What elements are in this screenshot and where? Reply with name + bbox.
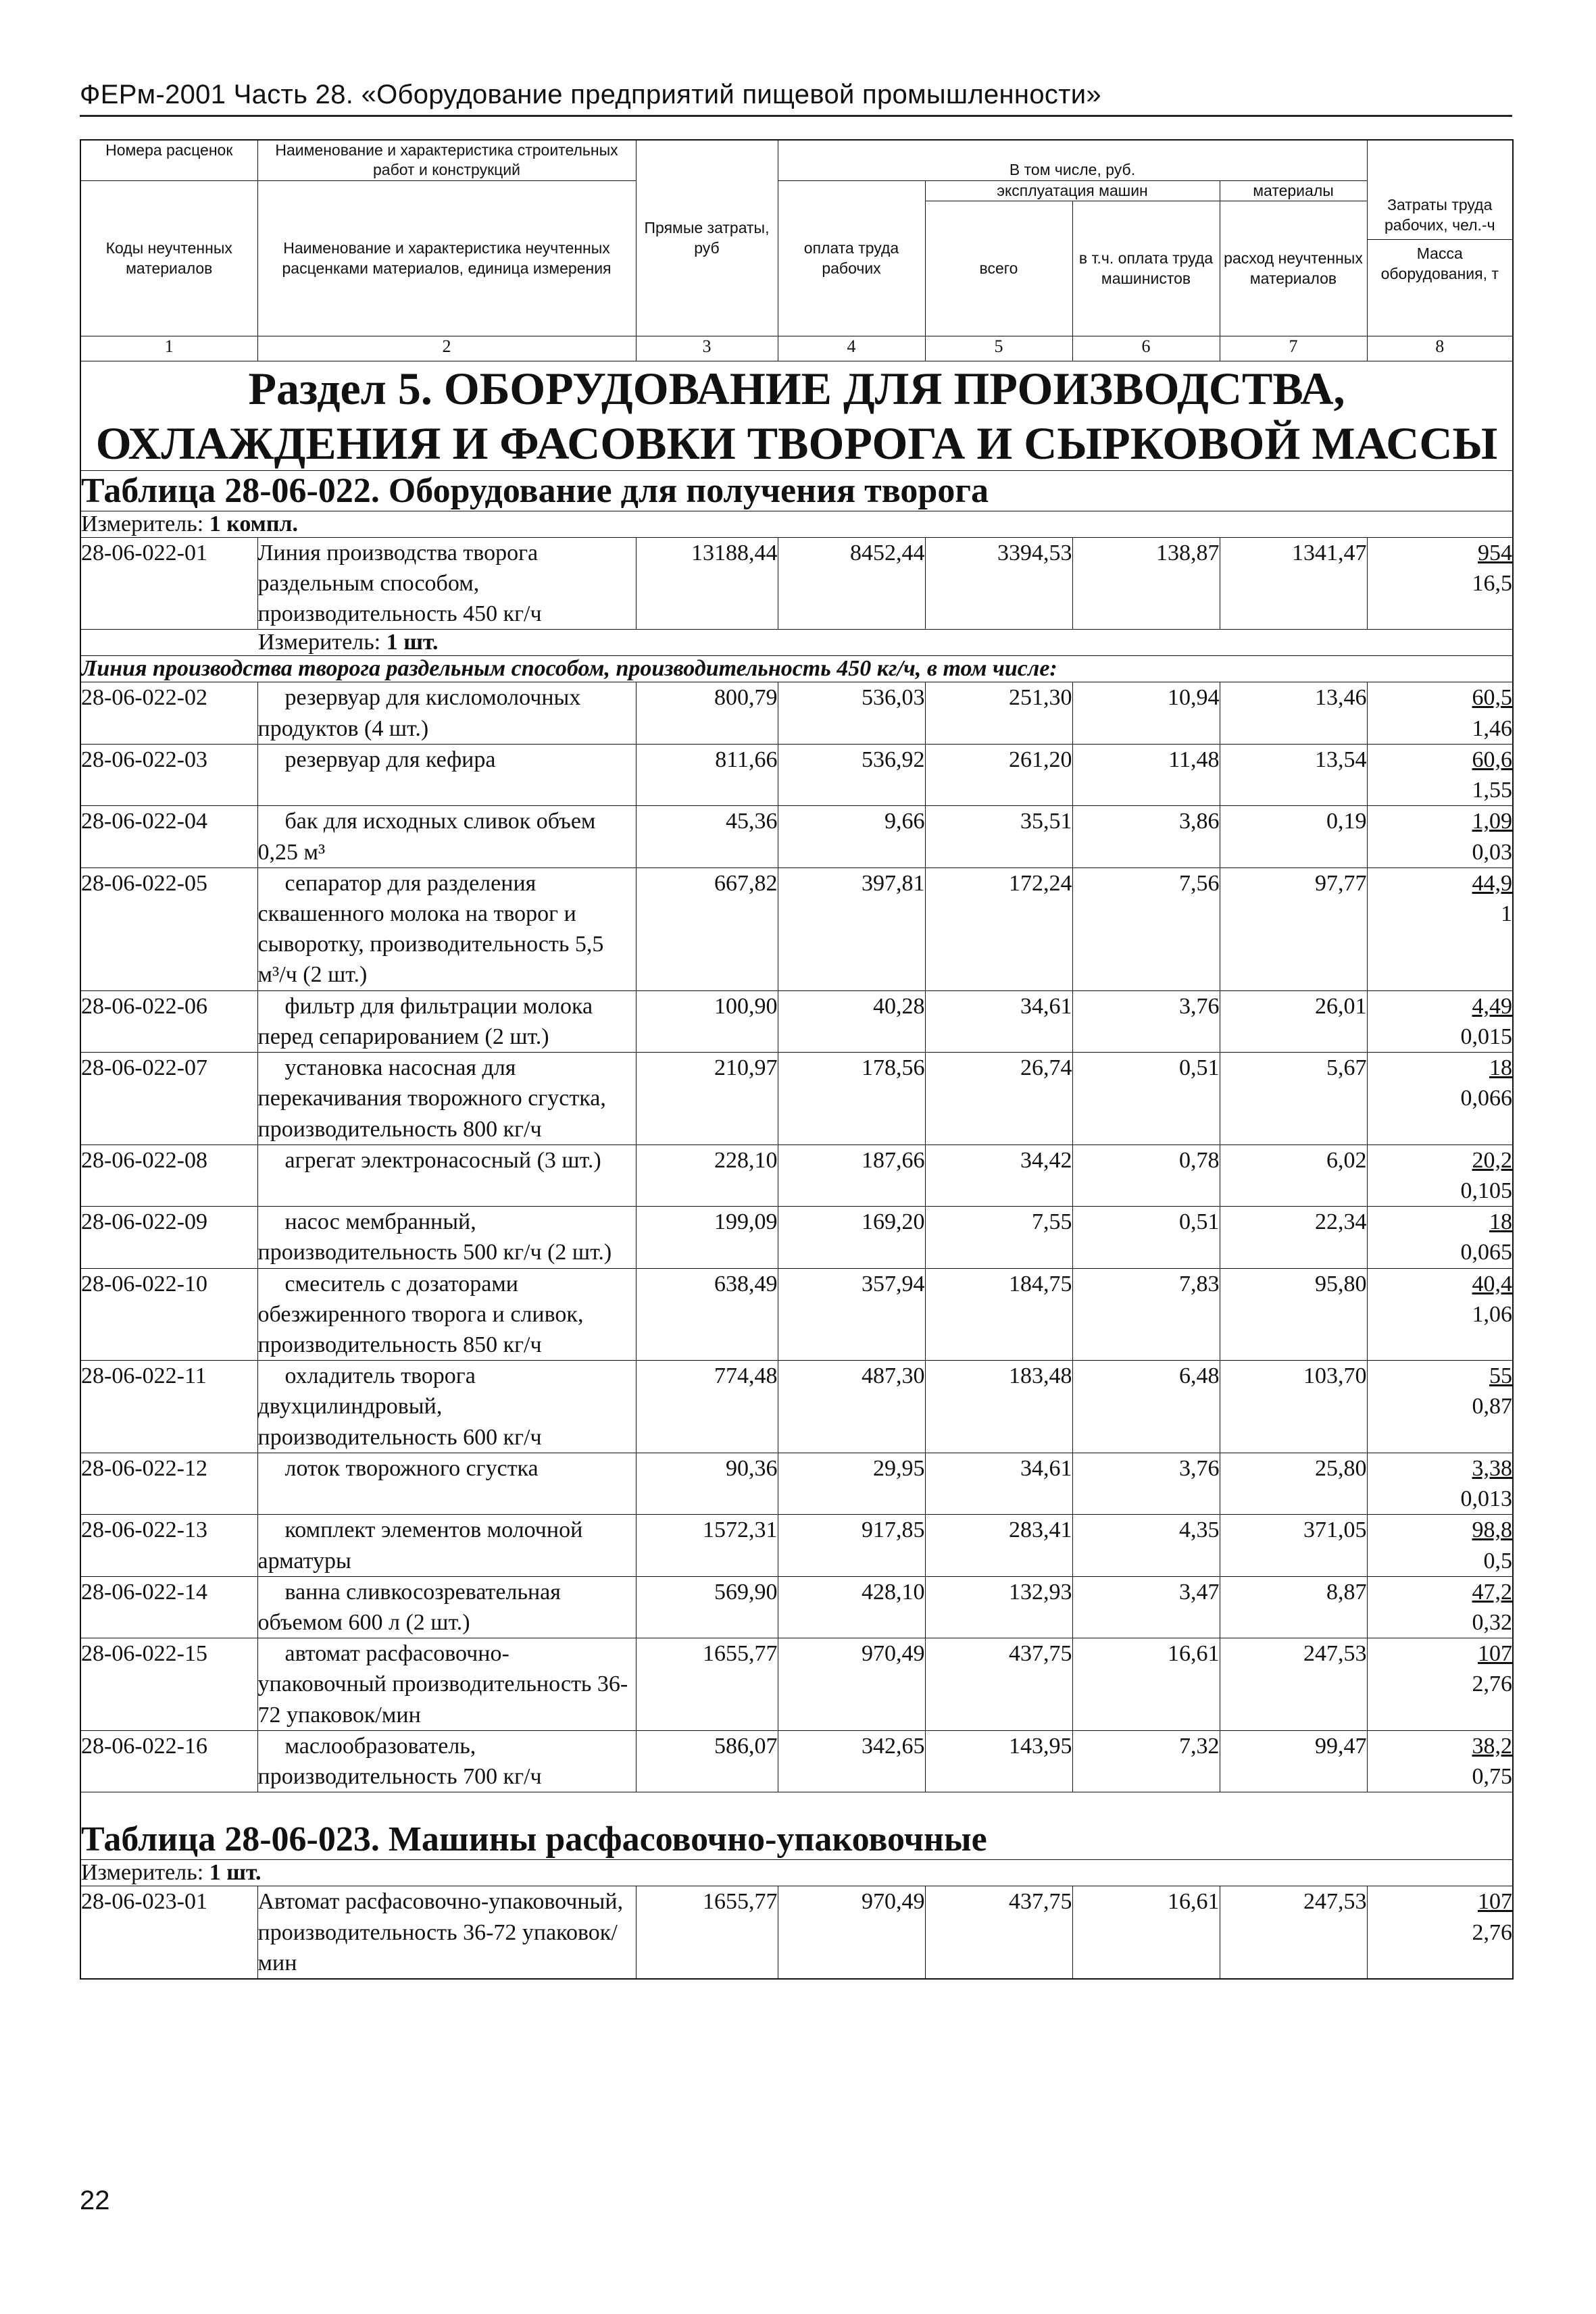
- unit-value: 1 шт.: [386, 630, 439, 655]
- row-name-text: смеситель с дозаторами обезжиренного творога и сливок, производительность 850 кг/ч: [257, 1271, 584, 1358]
- row-name: [257, 1638, 636, 1731]
- row-labor-mass: [1367, 1886, 1513, 1979]
- row-worker-pay: 342,65: [778, 1730, 925, 1792]
- row-code: 28-06-022-11: [80, 1361, 257, 1453]
- row-operator-pay: 16,61: [1072, 1886, 1220, 1979]
- row-name: [257, 1053, 636, 1145]
- row-name: [257, 744, 636, 805]
- row-worker-pay: 8452,44: [778, 537, 925, 630]
- row-code: 28-06-022-08: [80, 1145, 257, 1206]
- row-labor: 954: [1478, 540, 1512, 565]
- row-name: [257, 1145, 636, 1206]
- row-name-text: сепаратор для разделения сквашенного молока на творог и сыворотку, производительность 5,5 м³/ч (2 шт.): [257, 870, 604, 988]
- row-materials: 26,01: [1220, 990, 1367, 1052]
- row-labor: 47,2: [1472, 1579, 1512, 1605]
- row-materials: 0,19: [1220, 806, 1367, 867]
- row-name: [257, 1515, 636, 1576]
- row-machines-total: 35,51: [925, 806, 1072, 867]
- hdr-col3: Прямые затраты, руб: [636, 140, 778, 336]
- row-labor: 107: [1478, 1889, 1512, 1915]
- row-operator-pay: 7,32: [1072, 1730, 1220, 1792]
- row-labor: 38,2: [1472, 1733, 1512, 1759]
- hdr-col2-top: Наименование и характеристика строительных работ и конструкций: [257, 140, 636, 180]
- row-labor: 40,4: [1472, 1271, 1512, 1297]
- row-operator-pay: 10,94: [1072, 682, 1220, 744]
- row-name-text: комплект элементов молочной арматуры: [257, 1517, 583, 1574]
- hdr-col5: всего: [925, 201, 1072, 336]
- row-code: 28-06-022-04: [80, 806, 257, 867]
- row-machines-total: 183,48: [925, 1361, 1072, 1453]
- row-direct-costs: 800,79: [636, 682, 778, 744]
- row-operator-pay: 3,47: [1072, 1576, 1220, 1638]
- row-labor-mass: [1367, 1453, 1513, 1514]
- row-operator-pay: 6,48: [1072, 1361, 1220, 1453]
- row-materials: 25,80: [1220, 1453, 1367, 1514]
- col-number-8: 8: [1367, 336, 1513, 361]
- row-mass: 2,76: [1472, 1671, 1512, 1697]
- row-name: [257, 1361, 636, 1453]
- row-direct-costs: 100,90: [636, 990, 778, 1052]
- hdr-col1-bottom: Коды неучтенных материалов: [80, 180, 257, 336]
- hdr-col2-bottom: Наименование и характеристика неучтенных расценками материалов, единица измерения: [257, 180, 636, 336]
- rates-table: [80, 139, 1514, 1980]
- unit-value: 1 шт.: [209, 1860, 261, 1886]
- row-machines-total: 132,93: [925, 1576, 1072, 1638]
- page-number: 22: [80, 2186, 110, 2215]
- row-name: [257, 806, 636, 867]
- row-name: [257, 1453, 636, 1514]
- row-name-text: ванна сливкосозревательная объемом 600 л (2 шт.): [257, 1579, 561, 1635]
- row-operator-pay: 7,83: [1072, 1268, 1220, 1361]
- row-name-text: фильтр для фильтрации молока перед сепарированием (2 шт.): [257, 993, 593, 1049]
- row-name-text: охладитель творога двухцилиндровый, производительность 600 кг/ч: [257, 1363, 542, 1450]
- table-row: [80, 990, 1513, 1052]
- col-number-5: 5: [925, 336, 1072, 361]
- col-number-3: 3: [636, 336, 778, 361]
- row-operator-pay: 138,87: [1072, 537, 1220, 630]
- row-mass: 0,75: [1472, 1764, 1512, 1790]
- row-labor-mass: [1367, 682, 1513, 744]
- row-labor-mass: [1367, 1268, 1513, 1361]
- row-mass: 1,46: [1472, 715, 1512, 741]
- row-name: [257, 990, 636, 1052]
- table-row: [80, 1638, 1513, 1731]
- table-22-unit-2: [80, 630, 1513, 656]
- row-labor: 60,6: [1472, 747, 1512, 772]
- row-code: 28-06-022-13: [80, 1515, 257, 1576]
- row-labor: 3,38: [1472, 1455, 1512, 1481]
- row-machines-total: 143,95: [925, 1730, 1072, 1792]
- row-direct-costs: 228,10: [636, 1145, 778, 1206]
- row-mass: 0,066: [1460, 1086, 1512, 1111]
- row-labor: 55: [1489, 1363, 1512, 1389]
- row-labor-mass: [1367, 1638, 1513, 1731]
- row-machines-total: 437,75: [925, 1886, 1072, 1979]
- row-code: 28-06-022-09: [80, 1207, 257, 1268]
- table-row: [80, 1145, 1513, 1206]
- table-22-unit: [80, 511, 1513, 537]
- row-labor: 98,8: [1472, 1517, 1512, 1543]
- row-machines-total: 34,61: [925, 1453, 1072, 1514]
- row-operator-pay: 3,76: [1072, 990, 1220, 1052]
- hdr-col8-bottom: Масса оборудования, т: [1380, 245, 1499, 282]
- row-worker-pay: 917,85: [778, 1515, 925, 1576]
- row-machines-total: 3394,53: [925, 537, 1072, 630]
- row-machines-total: 34,42: [925, 1145, 1072, 1206]
- unit-label: Измеритель:: [81, 511, 204, 536]
- row-mass: 1,06: [1472, 1301, 1512, 1327]
- hdr-col7: расход неучтенных материалов: [1220, 201, 1367, 336]
- row-name-text: автомат расфасовочно-упаковочный производительность 36-72 упаковок/мин: [257, 1641, 628, 1728]
- row-code: 28-06-022-02: [80, 682, 257, 744]
- row-machines-total: 251,30: [925, 682, 1072, 744]
- row-worker-pay: 536,03: [778, 682, 925, 744]
- row-mass: 1,55: [1472, 778, 1512, 803]
- row-materials: 247,53: [1220, 1638, 1367, 1731]
- row-labor: 107: [1478, 1641, 1512, 1667]
- row-machines-total: 184,75: [925, 1268, 1072, 1361]
- row-direct-costs: 1655,77: [636, 1638, 778, 1731]
- table-row: [80, 682, 1513, 744]
- row-materials: 99,47: [1220, 1730, 1367, 1792]
- table-row: [80, 1576, 1513, 1638]
- row-name: [257, 682, 636, 744]
- row-machines-total: 261,20: [925, 744, 1072, 805]
- section-title: Раздел 5. ОБОРУДОВАНИЕ ДЛЯ ПРОИЗВОДСТВА, ОХЛАЖДЕНИЯ И ФАСОВКИ ТВОРОГА И СЫРКОВОЙ МАССЫ: [80, 361, 1513, 470]
- row-worker-pay: 970,49: [778, 1638, 925, 1731]
- row-labor-mass: [1367, 1515, 1513, 1576]
- row-name-text: резервуар для кефира: [284, 747, 496, 772]
- row-machines-total: 283,41: [925, 1515, 1072, 1576]
- row-direct-costs: 210,97: [636, 1053, 778, 1145]
- row-code: 28-06-022-12: [80, 1453, 257, 1514]
- spacer: [80, 1792, 1513, 1820]
- row-machines-total: 172,24: [925, 867, 1072, 990]
- hdr-col1-top: Номера расценок: [80, 140, 257, 180]
- row-materials: 247,53: [1220, 1886, 1367, 1979]
- row-materials: 1341,47: [1220, 537, 1367, 630]
- row-labor-mass: [1367, 537, 1513, 630]
- row-direct-costs: 45,36: [636, 806, 778, 867]
- row-direct-costs: 586,07: [636, 1730, 778, 1792]
- row-code: 28-06-023-01: [80, 1886, 257, 1979]
- row-code: 28-06-022-16: [80, 1730, 257, 1792]
- row-mass: 0,5: [1483, 1548, 1512, 1574]
- col-number-6: 6: [1072, 336, 1220, 361]
- row-operator-pay: 7,56: [1072, 867, 1220, 990]
- row-materials: 6,02: [1220, 1145, 1367, 1206]
- row-operator-pay: 3,86: [1072, 806, 1220, 867]
- row-worker-pay: 40,28: [778, 990, 925, 1052]
- row-code: 28-06-022-15: [80, 1638, 257, 1731]
- row-name: [257, 1268, 636, 1361]
- hdr-col4: оплата труда рабочих: [778, 180, 925, 336]
- table-row: [80, 806, 1513, 867]
- row-mass: 0,015: [1460, 1024, 1512, 1049]
- row-worker-pay: 397,81: [778, 867, 925, 990]
- row-direct-costs: 90,36: [636, 1453, 778, 1514]
- row-labor-mass: [1367, 1145, 1513, 1206]
- row-code: 28-06-022-10: [80, 1268, 257, 1361]
- row-direct-costs: 1655,77: [636, 1886, 778, 1979]
- table-row: [80, 1207, 1513, 1268]
- col-number-1: 1: [80, 336, 257, 361]
- table-22-title: Таблица 28-06-022. Оборудование для получения творога: [80, 470, 1513, 511]
- row-direct-costs: 811,66: [636, 744, 778, 805]
- header-rule: [80, 115, 1512, 117]
- row-labor-mass: [1367, 1361, 1513, 1453]
- row-direct-costs: 774,48: [636, 1361, 778, 1453]
- row-direct-costs: 199,09: [636, 1207, 778, 1268]
- row-name: [257, 1730, 636, 1792]
- row-machines-total: 437,75: [925, 1638, 1072, 1731]
- row-labor-mass: [1367, 1053, 1513, 1145]
- row-direct-costs: 569,90: [636, 1576, 778, 1638]
- row-labor: 4,49: [1472, 993, 1512, 1019]
- unit-label: Измеритель:: [81, 1860, 204, 1886]
- table-row: [80, 1730, 1513, 1792]
- table-row: [80, 1453, 1513, 1514]
- row-name-text: резервуар для кисломолочных продуктов (4 шт.): [257, 685, 581, 741]
- row-labor-mass: [1367, 867, 1513, 990]
- row-worker-pay: 187,66: [778, 1145, 925, 1206]
- row-labor-mass: [1367, 990, 1513, 1052]
- row-direct-costs: 638,49: [636, 1268, 778, 1361]
- row-worker-pay: 9,66: [778, 806, 925, 867]
- table-row: [80, 867, 1513, 990]
- row-operator-pay: 3,76: [1072, 1453, 1220, 1514]
- row-materials: 95,80: [1220, 1268, 1367, 1361]
- row-mass: 1: [1501, 901, 1512, 926]
- row-labor-mass: [1367, 1207, 1513, 1268]
- row-code: 28-06-022-03: [80, 744, 257, 805]
- row-worker-pay: 357,94: [778, 1268, 925, 1361]
- row-name: Линия производства творога раздельным способом, производительность 450 кг/ч: [257, 537, 636, 630]
- row-labor: 1,09: [1472, 809, 1512, 834]
- row-name-text: установка насосная для перекачивания творожного сгустка, производительность 800 кг/ч: [257, 1055, 606, 1142]
- row-mass: 16,5: [1472, 571, 1512, 596]
- row-name-text: бак для исходных сливок объем 0,25 м³: [257, 809, 596, 865]
- row-mass: 0,03: [1472, 839, 1512, 865]
- row-labor: 44,9: [1472, 870, 1512, 896]
- hdr-col6: в т.ч. оплата труда машинистов: [1072, 201, 1220, 336]
- row-labor-mass: [1367, 806, 1513, 867]
- hdr-col8: [1367, 140, 1513, 336]
- row-code: 28-06-022-06: [80, 990, 257, 1052]
- row-operator-pay: 0,78: [1072, 1145, 1220, 1206]
- row-code: 28-06-022-14: [80, 1576, 257, 1638]
- row-machines-total: 7,55: [925, 1207, 1072, 1268]
- table-23-unit: [80, 1860, 1513, 1886]
- col-number-2: 2: [257, 336, 636, 361]
- row-worker-pay: 178,56: [778, 1053, 925, 1145]
- row-mass: 0,32: [1472, 1610, 1512, 1635]
- row-code: 28-06-022-05: [80, 867, 257, 990]
- row-worker-pay: 970,49: [778, 1886, 925, 1979]
- row-direct-costs: 13188,44: [636, 537, 778, 630]
- row-materials: 371,05: [1220, 1515, 1367, 1576]
- row-labor-mass: [1367, 1730, 1513, 1792]
- row-worker-pay: 428,10: [778, 1576, 925, 1638]
- hdr-group-machines: эксплуатация машин: [925, 180, 1220, 201]
- row-labor: 18: [1489, 1209, 1512, 1235]
- row-materials: 22,34: [1220, 1207, 1367, 1268]
- row-labor: 20,2: [1472, 1147, 1512, 1173]
- row-name: Автомат расфасовочно-упаковочный, производительность 36-72 упаковок/мин: [257, 1886, 636, 1979]
- row-materials: 5,67: [1220, 1053, 1367, 1145]
- unit-label: Измеритель:: [258, 630, 381, 655]
- row-labor-mass: [1367, 1576, 1513, 1638]
- row-name: [257, 1207, 636, 1268]
- row-mass: 0,105: [1460, 1178, 1512, 1203]
- unit-value: 1 компл.: [209, 511, 299, 536]
- row-labor: 60,5: [1472, 685, 1512, 711]
- row-worker-pay: 169,20: [778, 1207, 925, 1268]
- row-materials: 13,46: [1220, 682, 1367, 744]
- table-row: [80, 1268, 1513, 1361]
- col-number-7: 7: [1220, 336, 1367, 361]
- table-row: [80, 1515, 1513, 1576]
- row-mass: 0,013: [1460, 1486, 1512, 1512]
- table-22-subtitle: Линия производства творога раздельным способом, производительность 450 кг/ч, в том числе:: [80, 656, 1513, 682]
- row-name: [257, 867, 636, 990]
- row-machines-total: 26,74: [925, 1053, 1072, 1145]
- row-worker-pay: 536,92: [778, 744, 925, 805]
- row-mass: 0,065: [1460, 1240, 1512, 1265]
- row-mass: 2,76: [1472, 1919, 1512, 1945]
- hdr-group-incl: В том числе, руб.: [778, 140, 1367, 180]
- row-operator-pay: 11,48: [1072, 744, 1220, 805]
- row-worker-pay: 487,30: [778, 1361, 925, 1453]
- row-materials: 97,77: [1220, 867, 1367, 990]
- row-name-text: маслообразователь, производительность 700 кг/ч: [257, 1733, 542, 1790]
- row-labor: 18: [1489, 1055, 1512, 1081]
- row-materials: 103,70: [1220, 1361, 1367, 1453]
- table-row: [80, 744, 1513, 805]
- col-number-4: 4: [778, 336, 925, 361]
- table-row: [80, 1361, 1513, 1453]
- running-title: ФЕРм-2001 Часть 28. «Оборудование предприятий пищевой промышленности»: [80, 80, 1101, 109]
- row-direct-costs: 1572,31: [636, 1515, 778, 1576]
- row-worker-pay: 29,95: [778, 1453, 925, 1514]
- table-23-title: Таблица 28-06-023. Машины расфасовочно-упаковочные: [80, 1819, 1513, 1860]
- row-name-text: насос мембранный, производительность 500 кг/ч (2 шт.): [257, 1209, 612, 1265]
- row-mass: 0,87: [1472, 1394, 1512, 1419]
- row-code: 28-06-022-07: [80, 1053, 257, 1145]
- hdr-col8-top: Затраты труда рабочих, чел.-ч: [1368, 195, 1513, 240]
- row-direct-costs: 667,82: [636, 867, 778, 990]
- table-row: [80, 1886, 1513, 1979]
- row-machines-total: 34,61: [925, 990, 1072, 1052]
- hdr-group-materials: материалы: [1220, 180, 1367, 201]
- row-name-text: лоток творожного сгустка: [284, 1455, 539, 1481]
- row-name-text: агрегат электронасосный (3 шт.): [284, 1147, 601, 1173]
- row-materials: 8,87: [1220, 1576, 1367, 1638]
- row-operator-pay: 16,61: [1072, 1638, 1220, 1731]
- row-operator-pay: 0,51: [1072, 1053, 1220, 1145]
- table-row: [80, 537, 1513, 630]
- row-materials: 13,54: [1220, 744, 1367, 805]
- row-labor-mass: [1367, 744, 1513, 805]
- row-operator-pay: 0,51: [1072, 1207, 1220, 1268]
- row-operator-pay: 4,35: [1072, 1515, 1220, 1576]
- table-row: [80, 1053, 1513, 1145]
- row-code: 28-06-022-01: [80, 537, 257, 630]
- row-name: [257, 1576, 636, 1638]
